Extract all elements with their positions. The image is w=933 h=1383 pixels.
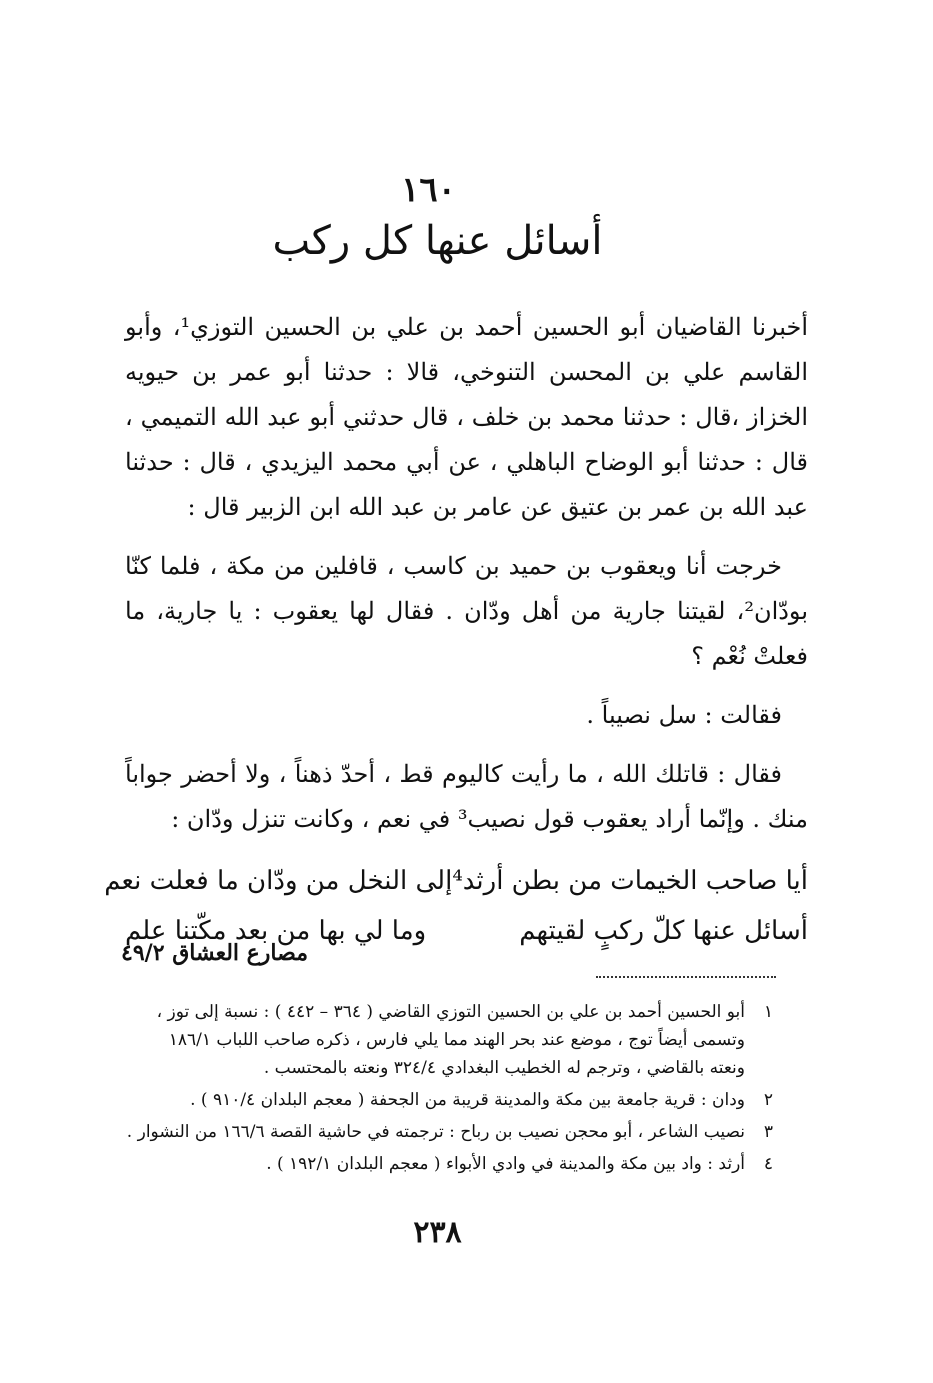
verse-first-hemistich: أسائل عنها كلّ ركبٍ لقيتهم	[519, 916, 808, 946]
footnote-text	[113, 1150, 745, 1178]
footnote-number: ٢	[763, 1090, 773, 1110]
verse-second-hemistich: وما لي بها من بعد مكّتنا علم	[125, 916, 427, 946]
footnote-line: نصيب الشاعر ، أبو محجن نصيب بن رباح : ترجمته في حاشية القصة ١٦٦/٦ من النشوار .	[126, 1122, 745, 1142]
story-title: أسائل عنها كل ركب	[272, 218, 603, 264]
footnote-text	[113, 1086, 745, 1114]
footnote	[113, 1086, 773, 1114]
footnote-number: ١	[763, 1002, 773, 1022]
footnote-divider	[596, 976, 776, 978]
footnote-text	[113, 1118, 745, 1146]
footnote-text	[113, 998, 745, 1082]
page-number: ٢٣٨	[413, 1215, 462, 1250]
verse-first-hemistich: أيا صاحب الخيمات من بطن أرثد⁴	[452, 866, 808, 896]
footnote-line: أبو الحسين أحمد بن علي بن الحسين التوزي القاضي ( ٣٦٤ – ٤٤٢ ) : نسبة إلى توز ،	[156, 1002, 745, 1022]
footnote-number: ٤	[763, 1154, 773, 1174]
footnote-line: ودان : قرية جامعة بين مكة والمدينة قريبة من الجحفة ( معجم البلدان ٩١٠/٤ ) .	[190, 1090, 745, 1110]
paragraph-narrative: خرجت أنا ويعقوب بن حميد بن كاسب ، قافلين من مكة ، فلما كنّا بودّان²، لقيتنا جارية من أهل ودّان . فقال لها يعقوب : يا جارية، ما فعلتْ نُعْم ؟	[125, 552, 808, 670]
paragraph-comment: فقال : قاتلك الله ، ما رأيت كاليوم قط ، أحدّ ذهناً ، ولا أحضر جواباً منك . وإنّما أراد يعقوب قول نصيب³ في نعم ، وكانت تنزل ودّان :	[125, 760, 808, 833]
poem-verse	[104, 856, 808, 906]
paragraph-reply: فقالت : سل نصيباً .	[586, 701, 782, 729]
footnote	[113, 998, 773, 1082]
story-number: ١٦٠	[401, 170, 456, 210]
footnote-line: وتسمى أيضاً توج ، موضع عند بحر الهند مما يلي فارس ، ذكره صاحب اللباب ١٨٦/١	[168, 1030, 745, 1050]
footnote	[113, 1150, 773, 1178]
footnote-number: ٣	[763, 1122, 773, 1142]
footnote	[113, 1118, 773, 1146]
paragraph-isnad: أخبرنا القاضيان أبو الحسين أحمد بن علي بن الحسين التوزي¹، وأبو القاسم علي بن المحسن التنوخي، قالا : حدثنا أبو عمر بن حيويه الخزاز ،قال : حدثنا محمد بن خلف ، قال حدثني أبو عبد الله التميمي ، قال : حدثنا أبو الوضاح الباهلي ، عن أبي محمد اليزيدي ، قال : حدثنا عبد الله بن عمر بن عتيق عن عامر بن عبد الله ابن الزبير قال :	[125, 313, 808, 521]
source-reference: مصارع العشاق ٤٩/٢	[121, 940, 308, 966]
main-text	[104, 305, 808, 956]
verse-second-hemistich: إلى النخل من ودّان ما فعلت نعم	[104, 866, 453, 896]
footnote-line: أرثد : واد بين مكة والمدينة في وادي الأبواء ( معجم البلدان ١٩٢/١ ) .	[266, 1154, 745, 1174]
footnotes	[113, 998, 773, 1182]
footnote-line: ونعته بالقاضي ، وترجم له الخطيب البغدادي ٣٢٤/٤ ونعته بالمحتسب .	[263, 1058, 745, 1078]
